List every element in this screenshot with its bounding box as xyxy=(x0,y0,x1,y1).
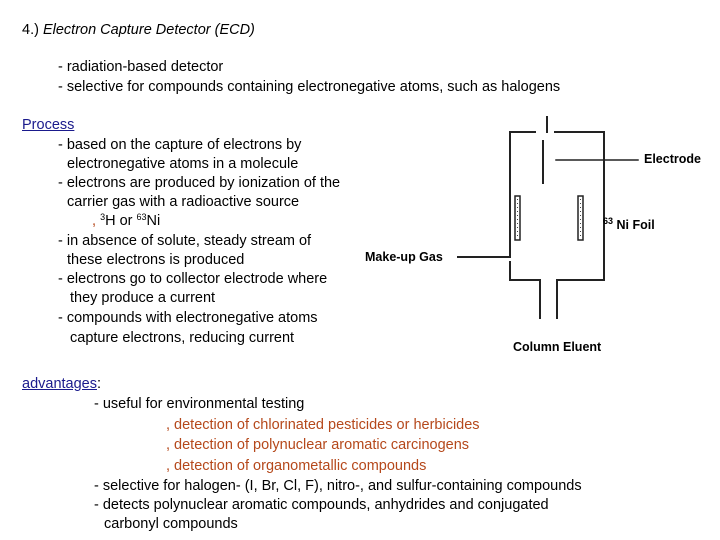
ni-foil-left xyxy=(515,196,520,240)
intro-line-2: - selective for compounds containing electronegative atoms, such as halogens xyxy=(58,79,561,95)
tritium-text: H or xyxy=(105,213,137,229)
advantage-line: carbonyl compounds xyxy=(104,516,238,532)
process-line: electronegative atoms in a molecule xyxy=(67,156,299,172)
intro-line-1: - radiation-based detector xyxy=(58,59,224,75)
source-prefix: , xyxy=(92,213,101,229)
advantage-line: - selective for halogen- (I, Br, Cl, F), nitro-, and sulfur-containing compounds xyxy=(94,478,582,494)
foil-text: Ni Foil xyxy=(613,218,655,232)
ni-foil-label xyxy=(603,218,655,232)
process-line: - electrons go to collector electrode where xyxy=(58,271,328,287)
process-line: they produce a current xyxy=(70,290,216,306)
process-line: - in absence of solute, steady stream of xyxy=(58,233,312,249)
process-heading: Process xyxy=(22,117,75,133)
foil-mass: 63 xyxy=(603,216,614,226)
process-line: - compounds with electronegative atoms xyxy=(58,310,318,326)
advantage-sub-line: , detection of polynuclear aromatic carcinogens xyxy=(166,437,470,453)
ni-foil-right xyxy=(578,196,583,240)
electrode-label: Electrode xyxy=(644,152,701,166)
process-line: carrier gas with a radioactive source xyxy=(67,194,300,210)
title-number: 4.) xyxy=(22,22,43,38)
advantages-heading xyxy=(22,376,101,393)
column-eluent-label: Column Eluent xyxy=(513,340,602,354)
cell-wall-left xyxy=(510,132,535,257)
cell-wall-bottom-left xyxy=(510,262,540,318)
advantage-sub-line: , detection of organometallic compounds xyxy=(166,458,427,474)
advantages-title: advantages xyxy=(22,376,97,392)
title-text: Electron Capture Detector (ECD) xyxy=(42,22,255,38)
process-line: capture electrons, reducing current xyxy=(70,330,295,346)
nickel-text: Ni xyxy=(146,213,161,229)
process-line: - based on the capture of electrons by xyxy=(58,137,302,153)
nickel-mass: 63 xyxy=(136,212,147,222)
advantage-line: - detects polynuclear aromatic compounds, anhydrides and conjugated xyxy=(94,497,549,513)
makeup-gas-label: Make-up Gas xyxy=(365,250,443,264)
process-line: - electrons are produced by ionization of the xyxy=(58,175,341,191)
advantages-colon: : xyxy=(96,376,102,392)
process-line: these electrons is produced xyxy=(67,252,245,268)
advantage-line: - useful for environmental testing xyxy=(94,396,305,412)
advantage-sub-line: , detection of chlorinated pesticides or herbicides xyxy=(166,417,480,433)
tritium-mass: 3 xyxy=(100,212,106,222)
